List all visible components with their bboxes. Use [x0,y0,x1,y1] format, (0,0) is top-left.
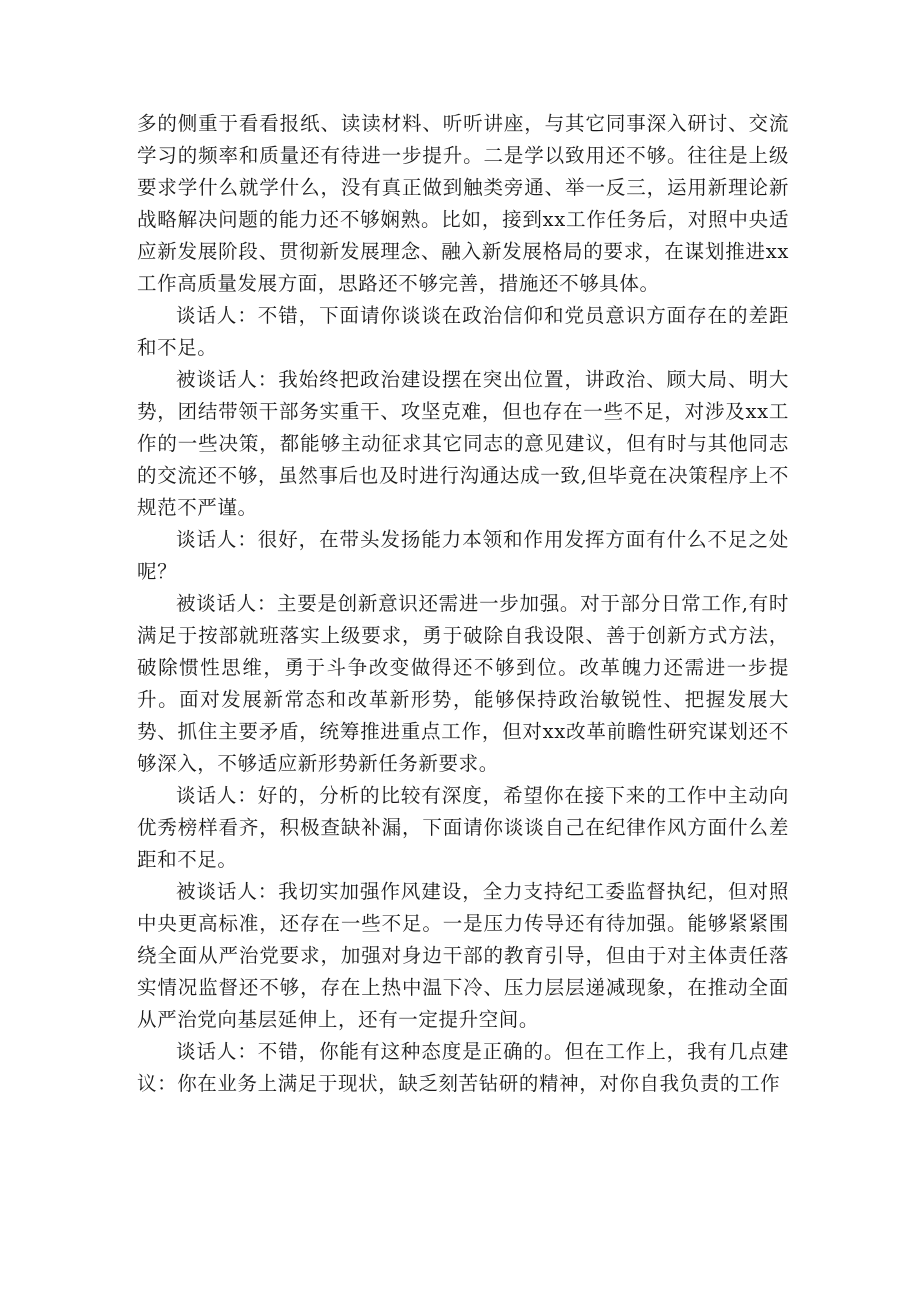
paragraph-7: 被谈话人：我切实加强作风建设，全力支持纪工委监督执纪，但对照中央更高标准，还存在一些不足。一是压力传导还有待加强。能够紧紧围绕全面从严治党要求，加强对身边干部的教育引导，但由于对主体责任落实情况监督还不够，存在上热中温下冷、压力层层递减现象，在推动全面从严治党向基层延伸上，还有一定提升空间。 [137,880,789,1031]
paragraph-1: 多的侧重于看看报纸、读读材料、听听讲座，与其它同事深入研讨、交流学习的频率和质量还有待进一步提升。二是学以致用还不够。往往是上级要求学什么就学什么，没有真正做到触类旁通、举一反三，运用新理论新战略解决问题的能力还不够娴熟。比如，接到xx工作任务后，对照中央适应新发展阶段、贯彻新发展理念、融入新发展格局的要求，在谋划推进xx工作高质量发展方面，思路还不够完善，措施还不够具体。 [137,112,789,295]
paragraph-6: 谈话人：好的，分析的比较有深度，希望你在接下来的工作中主动向优秀榜样看齐，积极查缺补漏，下面请你谈谈自己在纪律作风方面什么差距和不足。 [137,784,789,871]
paragraph-4: 谈话人：很好，在带头发扬能力本领和作用发挥方面有什么不足之处呢？ [137,528,789,583]
paragraph-2: 谈话人：不错，下面请你谈谈在政治信仰和党员意识方面存在的差距和不足。 [137,304,789,359]
paragraph-3: 被谈话人：我始终把政治建设摆在突出位置，讲政治、顾大局、明大势，团结带领干部务实重干、攻坚克难，但也存在一些不足，对涉及xx工作的一些决策，都能够主动征求其它同志的意见建议，但有时与其他同志的交流还不够，虽然事后也及时进行沟通达成一致,但毕竟在决策程序上不规范不严谨。 [137,368,789,519]
paragraph-8: 谈话人：不错，你能有这种态度是正确的。但在工作上，我有几点建议：你在业务上满足于现状，缺乏刻苦钻研的精神，对你自我负责的工作 [137,1040,789,1095]
document-body [137,108,789,1100]
paragraph-5: 被谈话人：主要是创新意识还需进一步加强。对于部分日常工作,有时满足于按部就班落实上级要求，勇于破除自我设限、善于创新方式方法，破除惯性思维，勇于斗争改变做得还不够到位。改革魄力还需进一步提升。面对发展新常态和改革新形势，能够保持政治敏锐性、把握发展大势、抓住主要矛盾，统筹推进重点工作，但对xx改革前瞻性研究谋划还不够深入，不够适应新形势新任务新要求。 [137,592,789,775]
